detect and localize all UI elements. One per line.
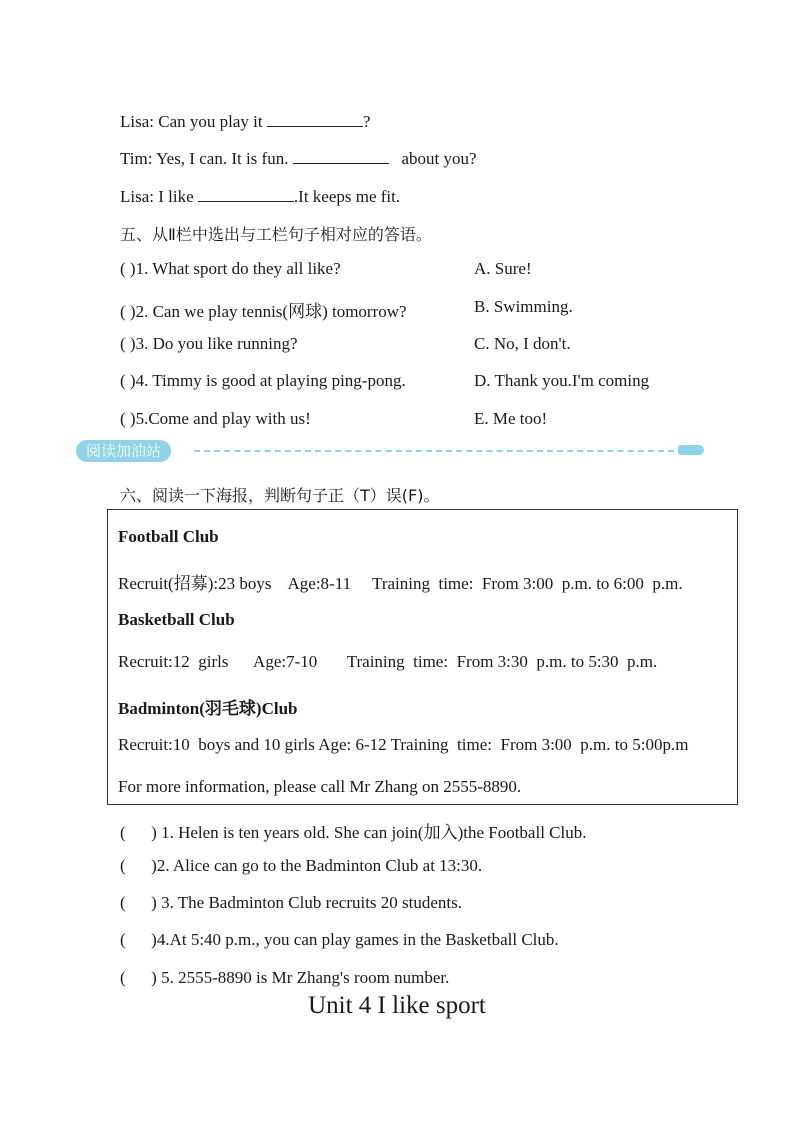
dialogue-text: .It keeps me fit.	[293, 187, 401, 206]
answer-paren[interactable]: ( )	[120, 409, 136, 428]
matching-answer: E. Me too!	[474, 409, 548, 428]
statement-text: 5. 2555-8890 is Mr Zhang's room number.	[156, 968, 450, 987]
matching-question	[120, 259, 341, 279]
judgment-statement	[120, 856, 482, 876]
reading-banner	[76, 440, 706, 462]
answer-paren[interactable]: ( )	[120, 334, 136, 353]
poster-badminton-info: Recruit:10 boys and 10 girls Age: 6-12 Training time: From 3:00 p.m. to 5:00p.m	[118, 735, 689, 754]
answer-paren[interactable]: ( )	[120, 259, 136, 278]
dialogue-line-2	[120, 147, 477, 169]
poster-basketball-title: Basketball Club	[118, 610, 235, 629]
pencil-icon	[678, 445, 704, 455]
banner-divider	[194, 450, 674, 452]
statement-text: 3. The Badminton Club recruits 20 students.	[156, 893, 463, 912]
answer-paren[interactable]: ( )	[120, 930, 157, 949]
question-text: 4. Timmy is good at playing ping-pong.	[135, 371, 406, 390]
matching-question	[120, 409, 311, 429]
dialogue-text: ?	[362, 112, 371, 131]
answer-paren[interactable]: ( )	[120, 302, 136, 321]
answer-blank[interactable]	[293, 147, 389, 164]
poster-basketball-info: Recruit:12 girls Age:7-10 Training time: From 3:30 p.m. to 5:30 p.m.	[118, 652, 658, 671]
unit-title: Unit 4 I like sport	[308, 992, 486, 1019]
question-text: 5.Come and play with us!	[135, 409, 311, 428]
answer-blank[interactable]	[267, 110, 363, 127]
answer-paren[interactable]: ( )	[120, 823, 157, 842]
banner-label: 阅读加油站	[76, 440, 171, 462]
dialogue-text: about you?	[401, 149, 477, 168]
poster-football-info: Recruit(招募):23 boys Age:8-11 Training time: From 3:00 p.m. to 6:00 p.m.	[118, 574, 683, 593]
poster-contact: For more information, please call Mr Zhang on 2555-8890.	[118, 777, 522, 796]
section-5-heading: 五、从Ⅱ栏中选出与工栏句子相对应的答语。	[120, 225, 432, 244]
answer-paren[interactable]: ( )	[120, 856, 157, 875]
matching-question	[120, 297, 407, 322]
dialogue-text: Tim: Yes, I can. It is fun.	[120, 149, 289, 168]
dialogue-line-1	[120, 110, 370, 132]
matching-answer: D. Thank you.I'm coming	[474, 371, 650, 390]
poster-badminton-title: Badminton(羽毛球)Club	[118, 699, 298, 718]
matching-question	[120, 371, 406, 391]
dialogue-text: Lisa: I like	[120, 187, 194, 206]
statement-text: 1. Helen is ten years old. She can join(加入)the Football Club.	[156, 823, 587, 842]
club-poster	[107, 509, 738, 805]
matching-question	[120, 334, 298, 354]
poster-football-title: Football Club	[118, 527, 219, 546]
question-text: 1. What sport do they all like?	[135, 259, 341, 278]
section-6-heading: 六、阅读一下海报，判断句子正（T）误(F)。	[120, 486, 440, 505]
matching-answer: C. No, I don't.	[474, 334, 571, 353]
dialogue-line-3	[120, 185, 400, 207]
answer-paren[interactable]: ( )	[120, 893, 157, 912]
judgment-statement	[120, 968, 449, 988]
question-text: 2. Can we play tennis(网球) tomorrow?	[135, 302, 407, 321]
question-text: 3. Do you like running?	[135, 334, 298, 353]
judgment-statement	[120, 930, 559, 950]
answer-paren[interactable]: ( )	[120, 371, 136, 390]
dialogue-text: Lisa: Can you play it	[120, 112, 263, 131]
statement-text: 4.At 5:40 p.m., you can play games in the Basketball Club.	[156, 930, 559, 949]
answer-blank[interactable]	[198, 185, 294, 202]
statement-text: 2. Alice can go to the Badminton Club at 13:30.	[156, 856, 483, 875]
answer-paren[interactable]: ( )	[120, 968, 157, 987]
judgment-statement	[120, 893, 462, 913]
matching-answer: B. Swimming.	[474, 297, 573, 316]
judgment-statement	[120, 818, 586, 843]
matching-answer: A. Sure!	[474, 259, 532, 278]
